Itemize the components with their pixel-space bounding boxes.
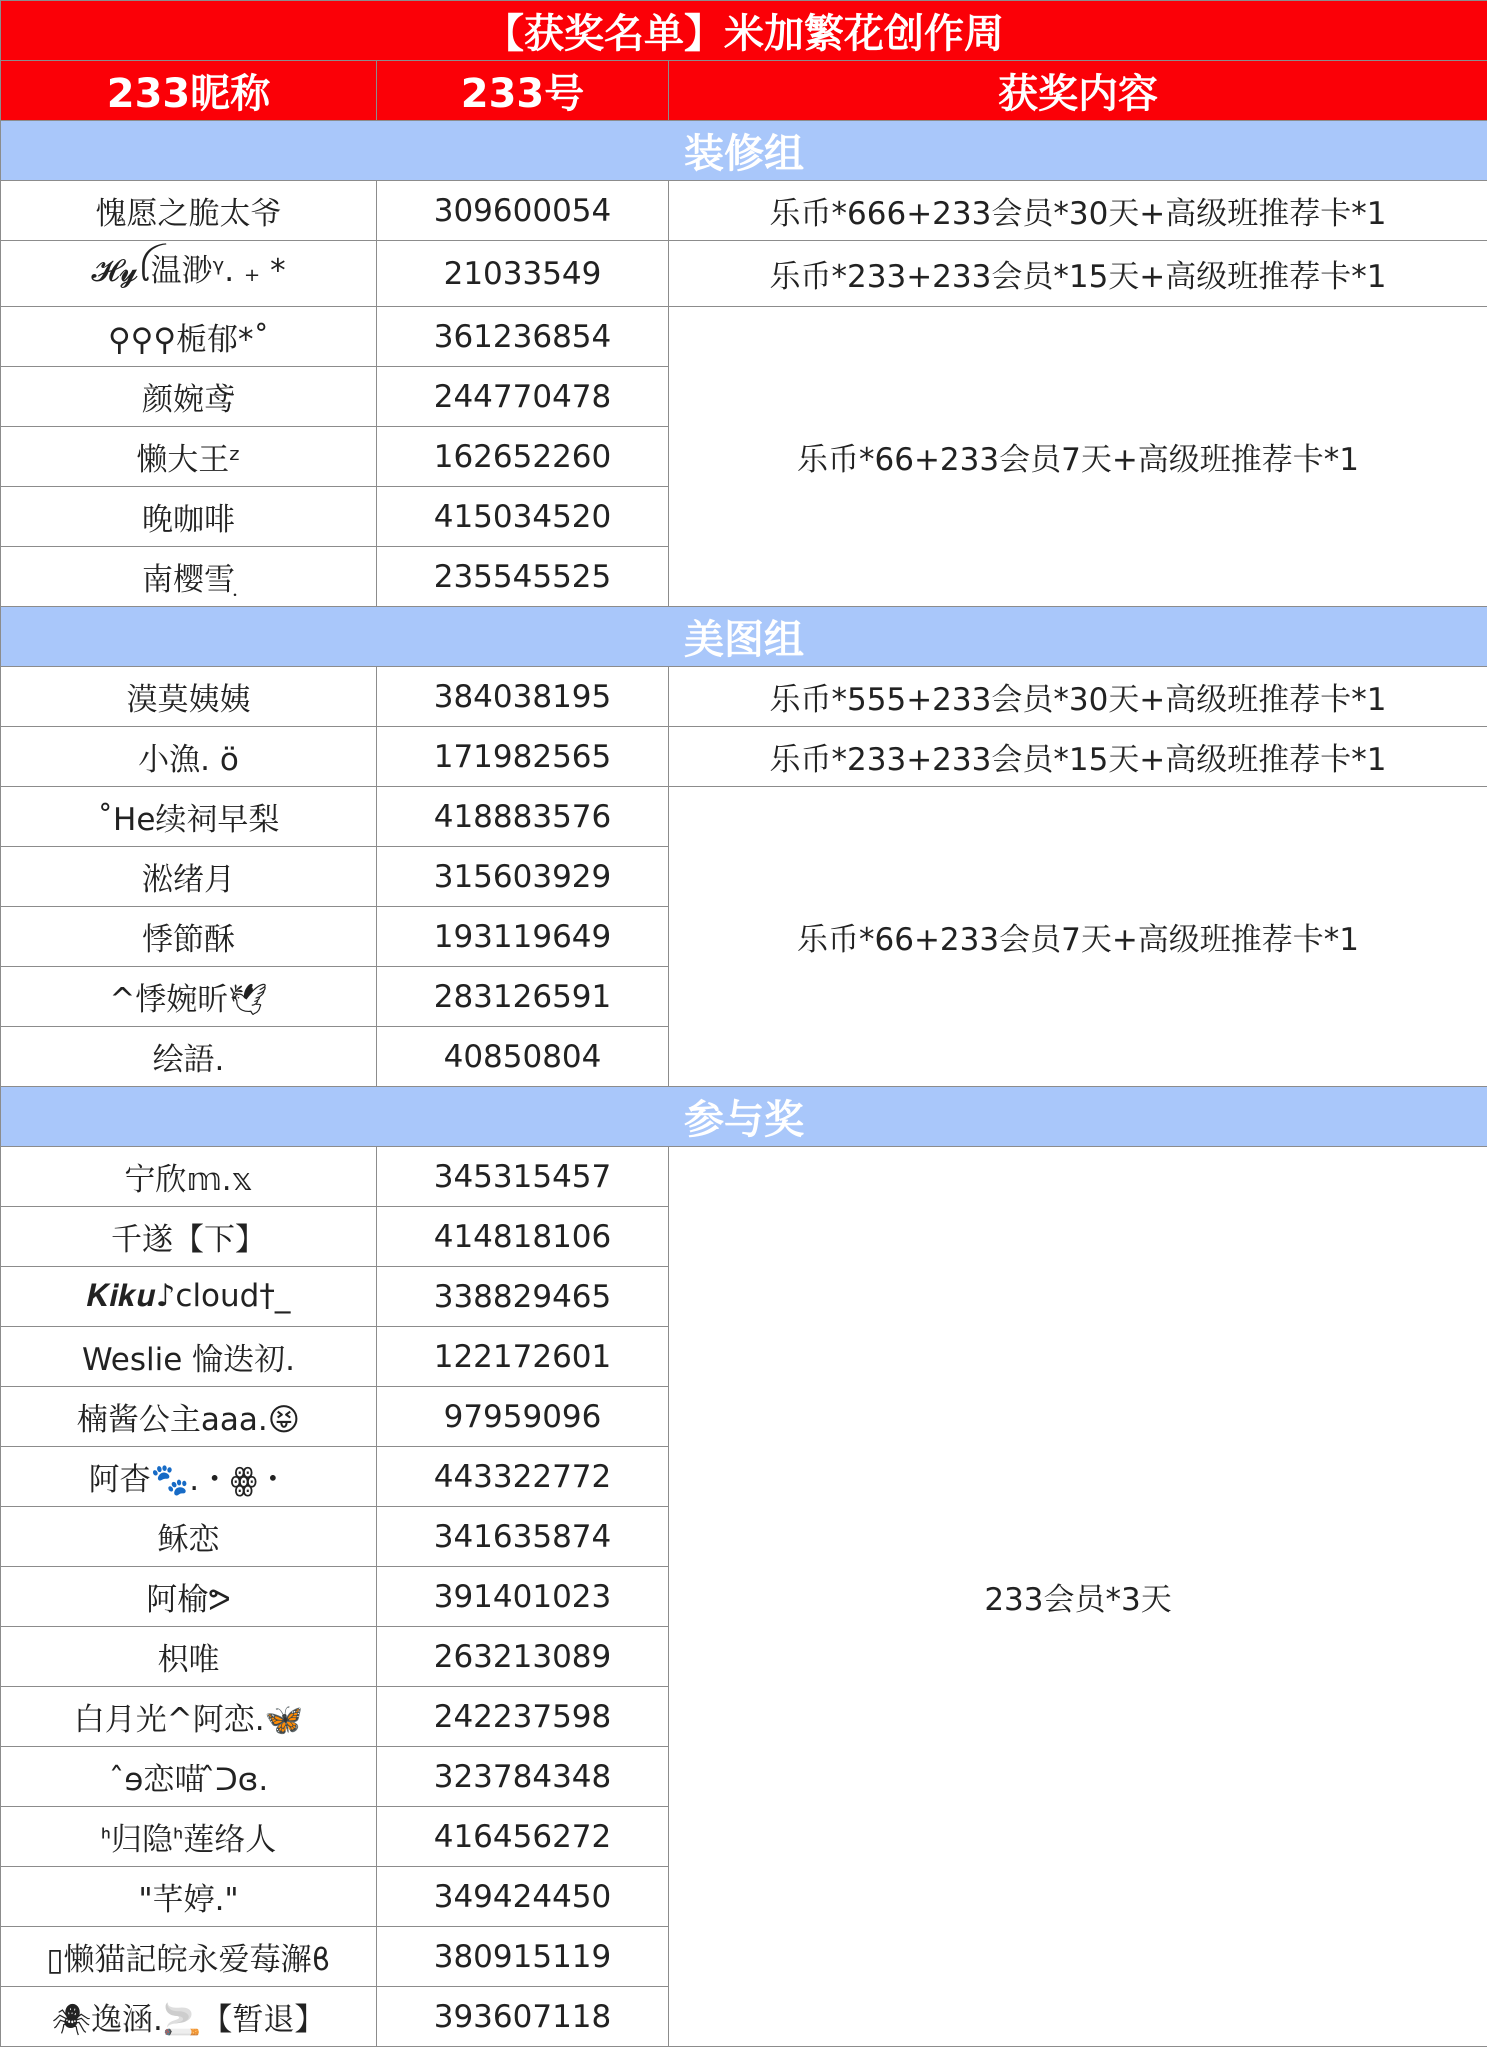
id-cell: 391401023 — [377, 1567, 669, 1627]
title-row — [1, 1, 1487, 61]
nickname-cell: "芊婷." — [1, 1867, 377, 1927]
section-row — [1, 1087, 1487, 1147]
id-cell: 97959096 — [377, 1387, 669, 1447]
section-title: 美图组 — [1, 607, 1487, 667]
nickname-cell: 小漁. ö — [1, 727, 377, 787]
table-row — [1, 307, 1487, 367]
nickname-cell: ˚He续祠早梨 — [1, 787, 377, 847]
id-cell: 244770478 — [377, 367, 669, 427]
table-row — [1, 667, 1487, 727]
column-header-id: 233号 — [377, 61, 669, 121]
prize-cell: 乐币*555+233会员*30天+高级班推荐卡*1 — [669, 667, 1487, 727]
header-row — [1, 61, 1487, 121]
id-cell: 338829465 — [377, 1267, 669, 1327]
column-header-prize: 获奖内容 — [669, 61, 1487, 121]
nickname-cell: 阿杳🐾.・ꙮ・ — [1, 1447, 377, 1507]
section-title: 参与奖 — [1, 1087, 1487, 1147]
section-row — [1, 607, 1487, 667]
table-row — [1, 1147, 1487, 1207]
nickname-cell: 稣恋 — [1, 1507, 377, 1567]
prize-cell: 乐币*66+233会员7天+高级班推荐卡*1 — [669, 307, 1487, 607]
nickname-cell: 绘語. — [1, 1027, 377, 1087]
table-row — [1, 241, 1487, 307]
nickname-cell: 懒大王ᶻ — [1, 427, 377, 487]
id-cell: 380915119 — [377, 1927, 669, 1987]
id-cell: 443322772 — [377, 1447, 669, 1507]
section-row — [1, 121, 1487, 181]
id-cell: 263213089 — [377, 1627, 669, 1687]
prize-cell: 乐币*66+233会员7天+高级班推荐卡*1 — [669, 787, 1487, 1087]
nickname-cell: ▯懒猫記皖永爱莓澥ϐ — [1, 1927, 377, 1987]
nickname-cell: 南樱雪ׅׅ — [1, 547, 377, 607]
table-title: 【获奖名单】米加繁花创作周 — [1, 1, 1487, 61]
nickname-cell: 漠莫姨姨 — [1, 667, 377, 727]
nickname-cell: 枳唯 — [1, 1627, 377, 1687]
nickname-cell: 🕷逸涵.🚬【暂退】 — [1, 1987, 377, 2047]
id-cell: 122172601 — [377, 1327, 669, 1387]
id-cell: 171982565 — [377, 727, 669, 787]
id-cell: 242237598 — [377, 1687, 669, 1747]
column-header-nickname: 233昵称 — [1, 61, 377, 121]
table-row — [1, 727, 1487, 787]
nickname-cell: 阿榆ᕗ — [1, 1567, 377, 1627]
prize-cell: 乐币*666+233会员*30天+高级班推荐卡*1 — [669, 181, 1487, 241]
nickname-cell: Weslie 惀迭初. — [1, 1327, 377, 1387]
id-cell: 309600054 — [377, 181, 669, 241]
table-row — [1, 787, 1487, 847]
id-cell: 414818106 — [377, 1207, 669, 1267]
id-cell: 40850804 — [377, 1027, 669, 1087]
prize-cell: 乐币*233+233会员*15天+高级班推荐卡*1 — [669, 727, 1487, 787]
id-cell: 283126591 — [377, 967, 669, 1027]
nickname-cell: 楠酱公主aaa.😝 — [1, 1387, 377, 1447]
id-cell: 416456272 — [377, 1807, 669, 1867]
id-cell: 418883576 — [377, 787, 669, 847]
id-cell: 393607118 — [377, 1987, 669, 2047]
prize-cell: 乐币*233+233会员*15天+高级班推荐卡*1 — [669, 241, 1487, 307]
id-cell: 384038195 — [377, 667, 669, 727]
nickname-cell: ᑋ归隐ᑋ莲络人 — [1, 1807, 377, 1867]
nickname-cell: 𝓗𝔂ꪶ温渺ᵞ. ₊ * — [1, 241, 377, 307]
id-cell: 361236854 — [377, 307, 669, 367]
id-cell: 349424450 — [377, 1867, 669, 1927]
prize-cell: 233会员*3天 — [669, 1147, 1487, 2047]
id-cell: 193119649 — [377, 907, 669, 967]
id-cell: 341635874 — [377, 1507, 669, 1567]
table-row — [1, 181, 1487, 241]
nickname-cell: 愧愿之脆太爷 — [1, 181, 377, 241]
nickname-cell: ⚲⚲⚲栀郁*˚ — [1, 307, 377, 367]
id-cell: 323784348 — [377, 1747, 669, 1807]
nickname-cell: 𝑲𝒊𝒌𝒖♪cloud†_ — [1, 1267, 377, 1327]
nickname-cell: 晚咖啡 — [1, 487, 377, 547]
nickname-cell: 颜婉鸢 — [1, 367, 377, 427]
id-cell: 415034520 — [377, 487, 669, 547]
id-cell: 315603929 — [377, 847, 669, 907]
nickname-cell: 宁欣𝕞.𝕩 — [1, 1147, 377, 1207]
id-cell: 21033549 — [377, 241, 669, 307]
nickname-cell: ˆɘ恋喵 ̂ᑐɞ. — [1, 1747, 377, 1807]
nickname-cell: 白月光^阿恋.🦋 — [1, 1687, 377, 1747]
id-cell: 235545525 — [377, 547, 669, 607]
nickname-cell: 千遂【下】 — [1, 1207, 377, 1267]
nickname-cell: 悸節酥 — [1, 907, 377, 967]
section-title: 装修组 — [1, 121, 1487, 181]
nickname-cell: 淞绪月 — [1, 847, 377, 907]
id-cell: 162652260 — [377, 427, 669, 487]
nickname-cell: ^悸婉昕🕊 — [1, 967, 377, 1027]
id-cell: 345315457 — [377, 1147, 669, 1207]
